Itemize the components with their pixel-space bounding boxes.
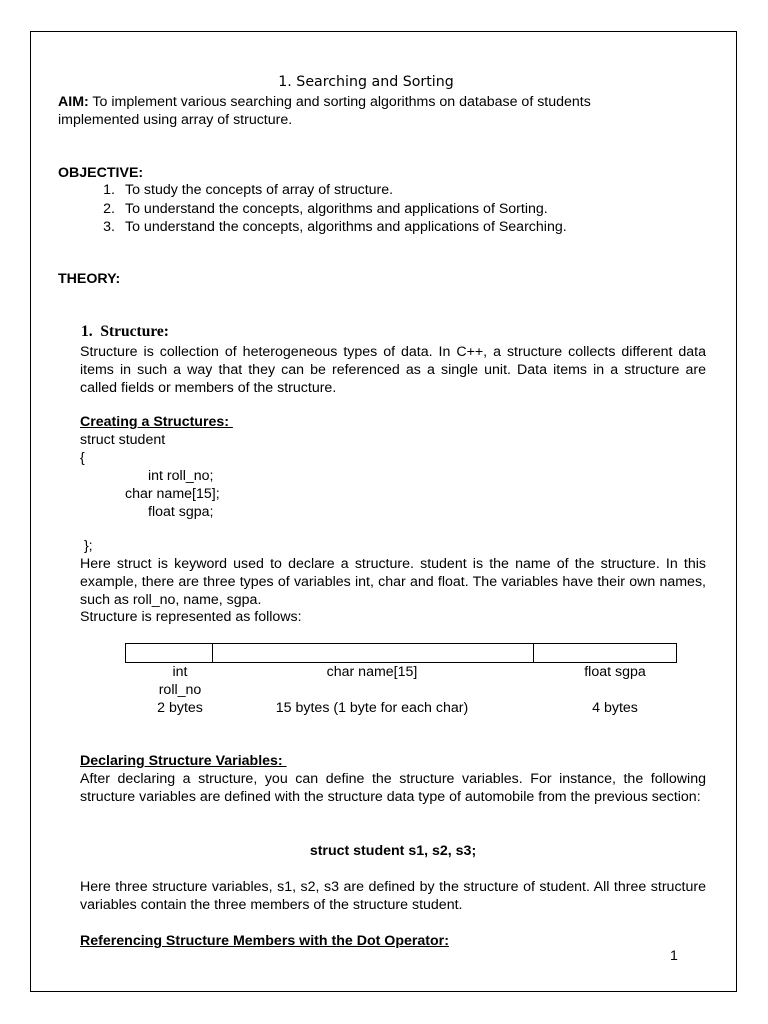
list-item-text: To study the concepts of array of structure. — [125, 182, 394, 198]
aim-block — [58, 93, 708, 129]
aim-label: AIM: — [58, 94, 89, 110]
list-item-number: 3. — [103, 219, 115, 235]
list-item-text: To understand the concepts, algorithms and applications of Sorting. — [125, 200, 548, 217]
code-line: float sgpa; — [148, 504, 214, 520]
declaring-code: struct student s1, s2, s3; — [309, 843, 477, 859]
code-line: char name[15]; — [125, 486, 220, 502]
declaring-heading: Declaring Structure Variables: — [80, 753, 287, 769]
page-number: 1 — [670, 948, 678, 964]
structure-paragraph: Structure is collection of heterogeneous types of data. In C++, a structure collects different data items in such a way that they can be referenced as a single unit. Data items in a structure are called fields or members of the structure. — [80, 344, 706, 396]
code-line: }; — [80, 538, 93, 554]
structure-heading: 1. Structure: — [81, 323, 169, 340]
objective-list — [58, 181, 698, 237]
creating-paragraph: Here struct is keyword used to declare a structure. student is the name of the structure. In this example, there are three types of variables int, char and float. The variables have their own names, such as roll_no, name, sgpa. — [80, 556, 706, 608]
name-label: char name[15] — [326, 664, 418, 680]
list-item — [58, 218, 698, 237]
creating-heading: Creating a Structures: — [80, 414, 233, 430]
list-item — [58, 200, 698, 219]
list-item — [58, 181, 698, 200]
roll-no-label-line1: int — [172, 664, 188, 680]
theory-heading: THEORY: — [58, 271, 121, 287]
aim-text-line1: To implement various searching and sorting algorithms on database of students — [88, 94, 591, 110]
declaring-paragraph: After declaring a structure, you can define the structure variables. For instance, the following structure variables are defined with the structure data type of automobile from the previous section: — [80, 771, 706, 805]
declaring-paragraph-2: Here three structure variables, s1, s2, s3 are defined by the structure of student. All three structure variables contain the three members of the structure student. — [80, 879, 706, 913]
name-cell — [213, 644, 534, 662]
objective-heading: OBJECTIVE: — [58, 165, 144, 181]
represented-text: Structure is represented as follows: — [80, 609, 302, 625]
code-line: int roll_no; — [148, 468, 214, 484]
roll-no-cell — [126, 644, 213, 662]
roll-no-label-line2: roll_no — [158, 682, 202, 698]
document-title: 1. Searching and Sorting — [278, 74, 454, 90]
sgpa-label: float sgpa — [584, 664, 646, 680]
name-size: 15 bytes (1 byte for each char) — [275, 700, 469, 716]
sgpa-cell — [534, 644, 676, 662]
aim-text-line2: implemented using array of structure. — [58, 112, 293, 128]
list-item-number: 1. — [103, 182, 115, 198]
referencing-heading: Referencing Structure Members with the Dot Operator: — [80, 933, 449, 949]
code-line: struct student — [80, 432, 166, 448]
roll-no-size: 2 bytes — [157, 700, 203, 716]
sgpa-size: 4 bytes — [592, 700, 638, 716]
list-item-text: To understand the concepts, algorithms and applications of Searching. — [125, 219, 567, 235]
list-item-number: 2. — [103, 200, 115, 217]
code-line: { — [80, 450, 85, 466]
structure-diagram — [125, 643, 677, 663]
